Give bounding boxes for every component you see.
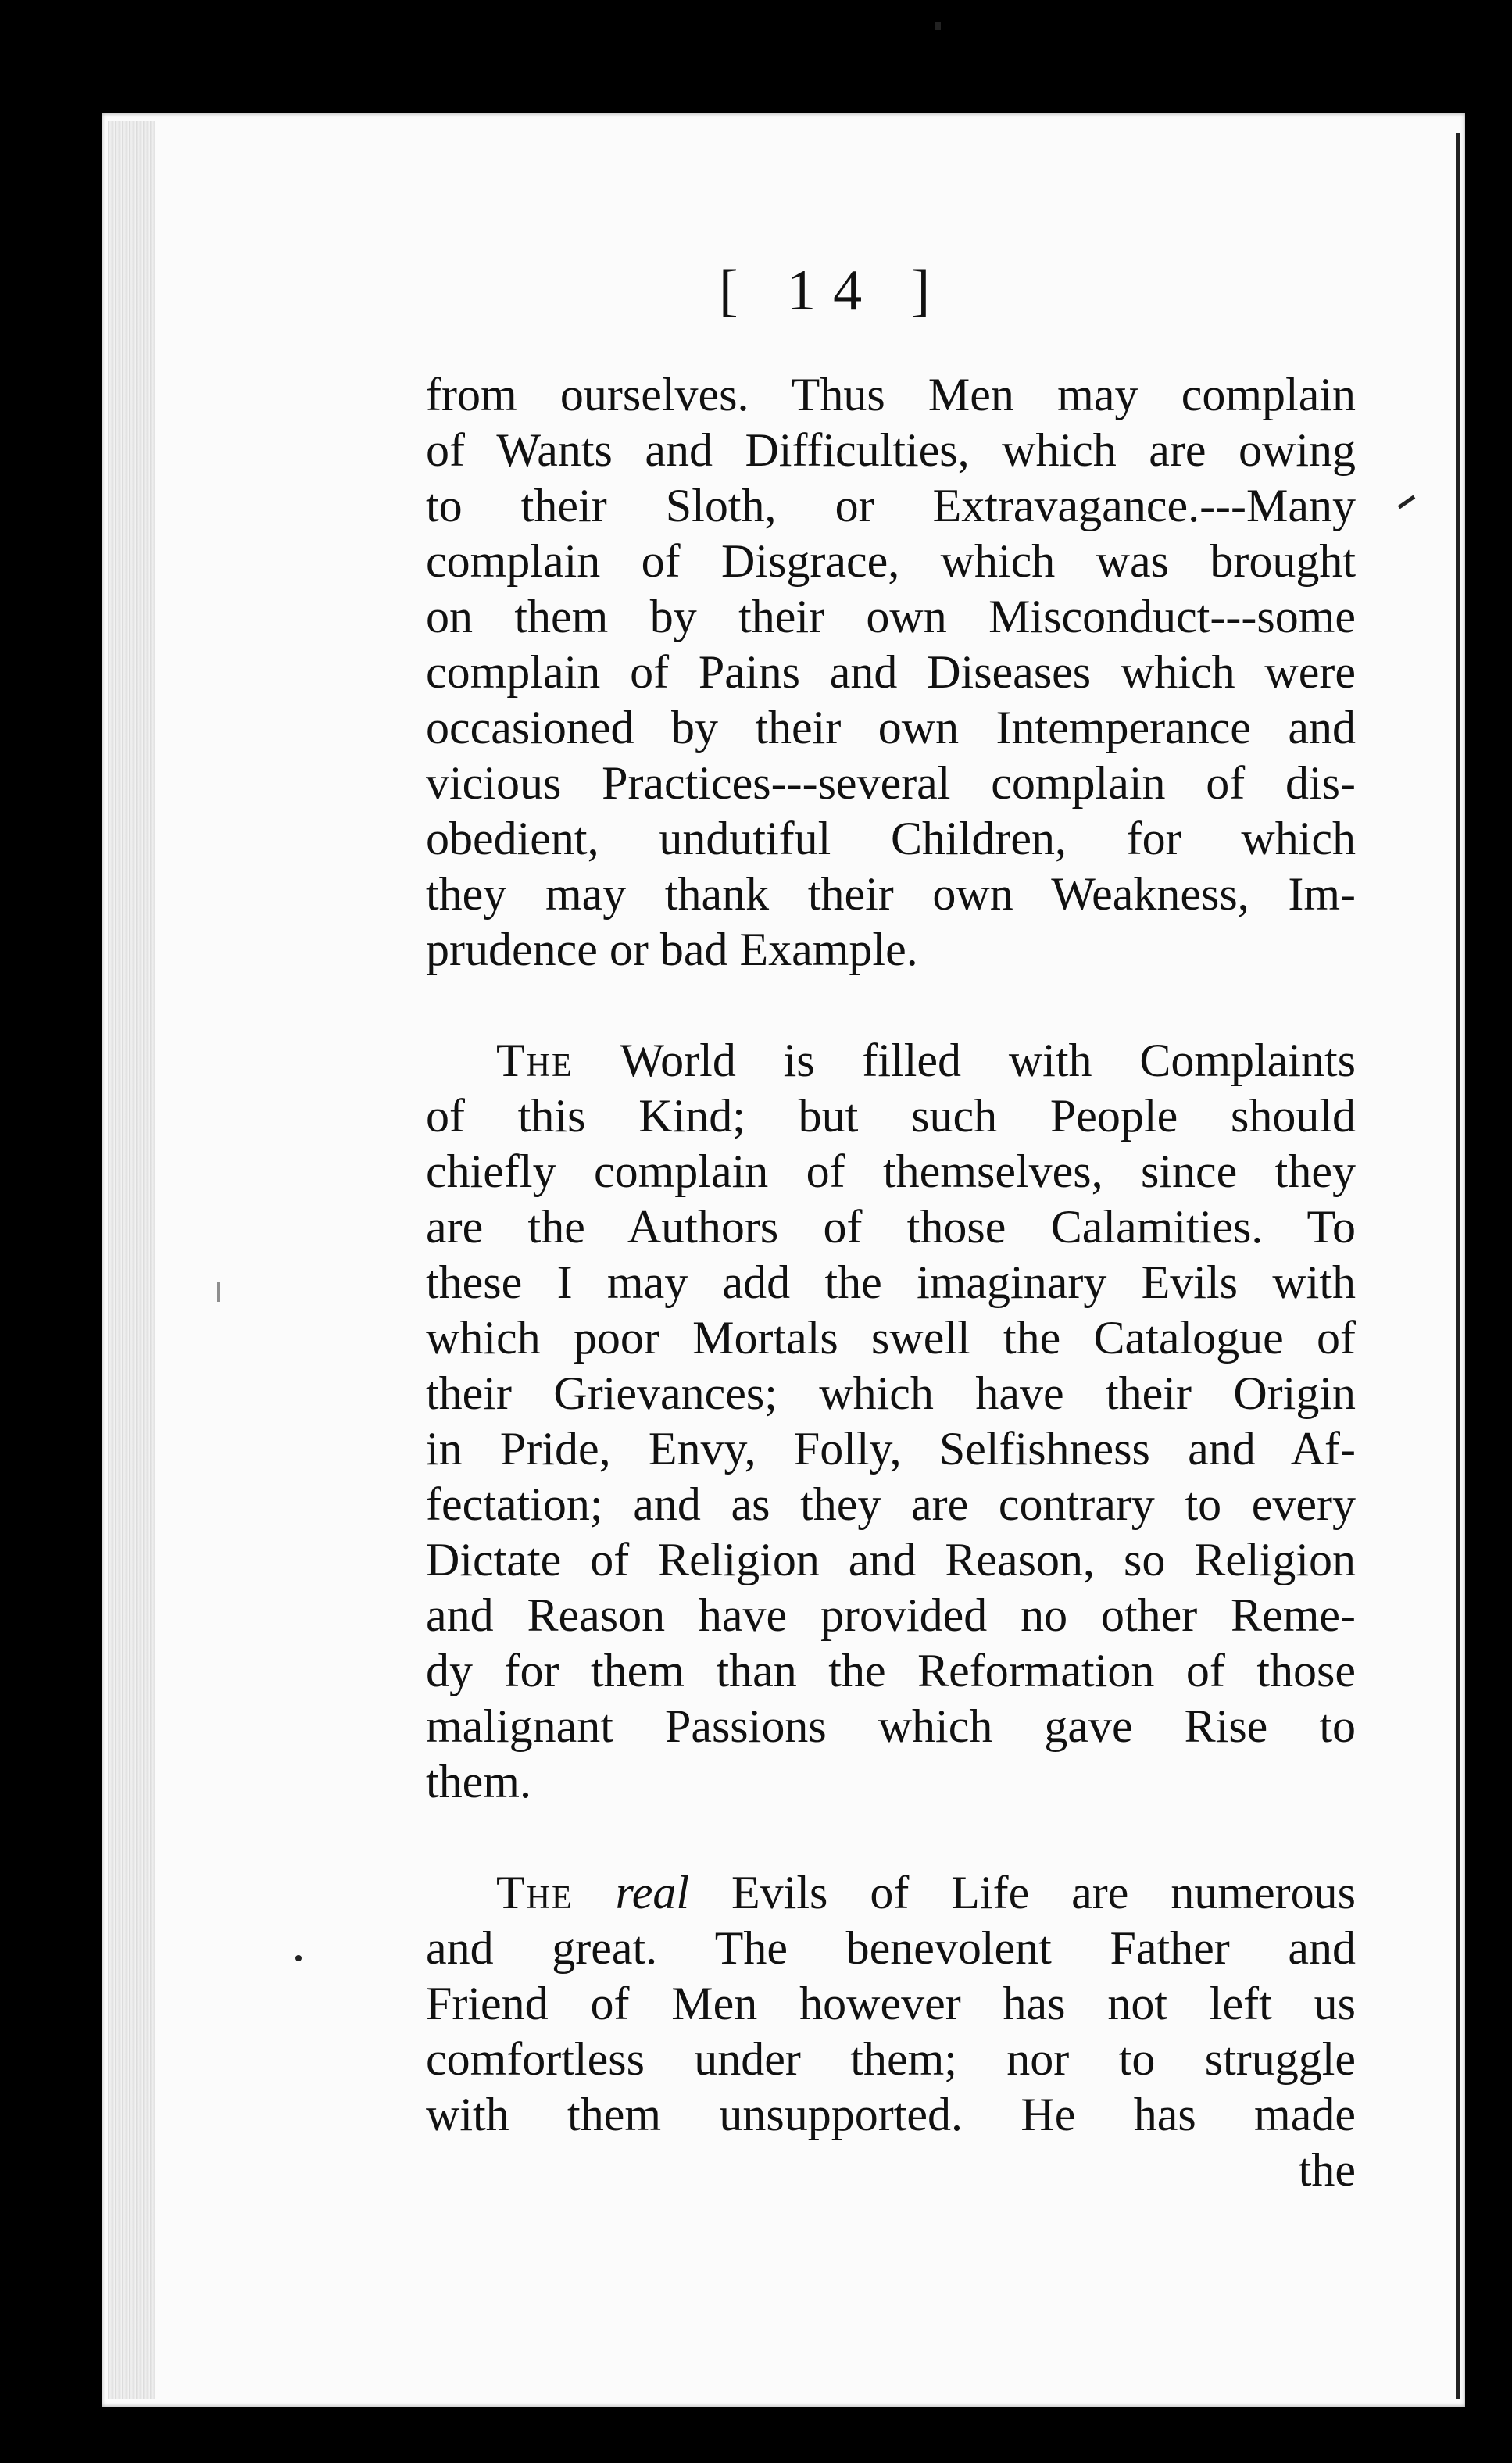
body-text	[426, 367, 1356, 2198]
text-line: and great. The benevolent Father and	[426, 1922, 1356, 1974]
text-line: obedient, undutiful Children, for which	[426, 813, 1356, 864]
text-line: prudence or bad Example.	[426, 924, 918, 975]
text-line: in Pride, Envy, Folly, Selfishness and Af-	[426, 1423, 1356, 1475]
text-line: fectation; and as they are contrary to every	[426, 1478, 1356, 1530]
ink-speck	[935, 22, 941, 30]
text-line: dy for them than the Reformation of those	[426, 1645, 1356, 1696]
text-line: Dictate of Religion and Reason, so Religion	[426, 1534, 1356, 1585]
text-line: malignant Passions which gave Rise to	[426, 1700, 1356, 1752]
text-line: comfortless under them; nor to struggle	[426, 2033, 1356, 2085]
text-line: of this Kind; but such People should	[426, 1090, 1356, 1142]
paragraph-gap	[426, 1810, 1356, 1865]
text-line: them.	[426, 1756, 531, 1807]
text-line: they may thank their own Weakness, Im-	[426, 868, 1356, 920]
text-line: on them by their own Misconduct---some	[426, 591, 1356, 642]
text-line: their Grievances; which have their Origin	[426, 1367, 1356, 1419]
page-number: [ 14 ]	[719, 259, 948, 323]
text-line-rest: Evils of Life are numerous	[689, 1867, 1357, 1918]
catchword: the	[1298, 2144, 1356, 2196]
text-line: complain of Disgrace, which was brought	[426, 535, 1356, 587]
ink-speck	[295, 1955, 302, 1961]
text-line-rest: World is filled with Complaints	[573, 1035, 1356, 1086]
text-line: these I may add the imaginary Evils with	[426, 1257, 1356, 1308]
paragraph-gap	[426, 978, 1356, 1033]
text-line: from ourselves. Thus Men may complain	[426, 369, 1356, 420]
ink-speck	[217, 1282, 220, 1302]
italic-word: real	[615, 1867, 690, 1918]
paragraph-lead: The	[496, 1035, 574, 1086]
text-line: Friend of Men however has not left us	[426, 1978, 1356, 2029]
text-line	[426, 1033, 1356, 1089]
paragraph-lead: The	[496, 1867, 574, 1918]
text-line: vicious Practices---several complain of dis-	[426, 757, 1356, 809]
text-line: which poor Mortals swell the Catalogue of	[426, 1312, 1356, 1364]
page-edge-right-inner	[1456, 133, 1460, 2399]
text-line: of Wants and Difficulties, which are owing	[426, 424, 1356, 476]
page-edge-left	[108, 121, 155, 2399]
text-line: with them unsupported. He has made	[426, 2089, 1356, 2140]
text-line	[426, 1865, 1356, 1921]
text-line: complain of Pains and Diseases which were	[426, 646, 1356, 698]
text-line: are the Authors of those Calamities. To	[426, 1201, 1356, 1253]
text-line: occasioned by their own Intemperance and	[426, 702, 1356, 753]
text-line: chiefly complain of themselves, since they	[426, 1146, 1356, 1197]
page-edge-right	[1467, 125, 1489, 2399]
text-line: to their Sloth, or Extravagance.---Many	[426, 480, 1356, 531]
text-line: and Reason have provided no other Reme-	[426, 1589, 1356, 1641]
